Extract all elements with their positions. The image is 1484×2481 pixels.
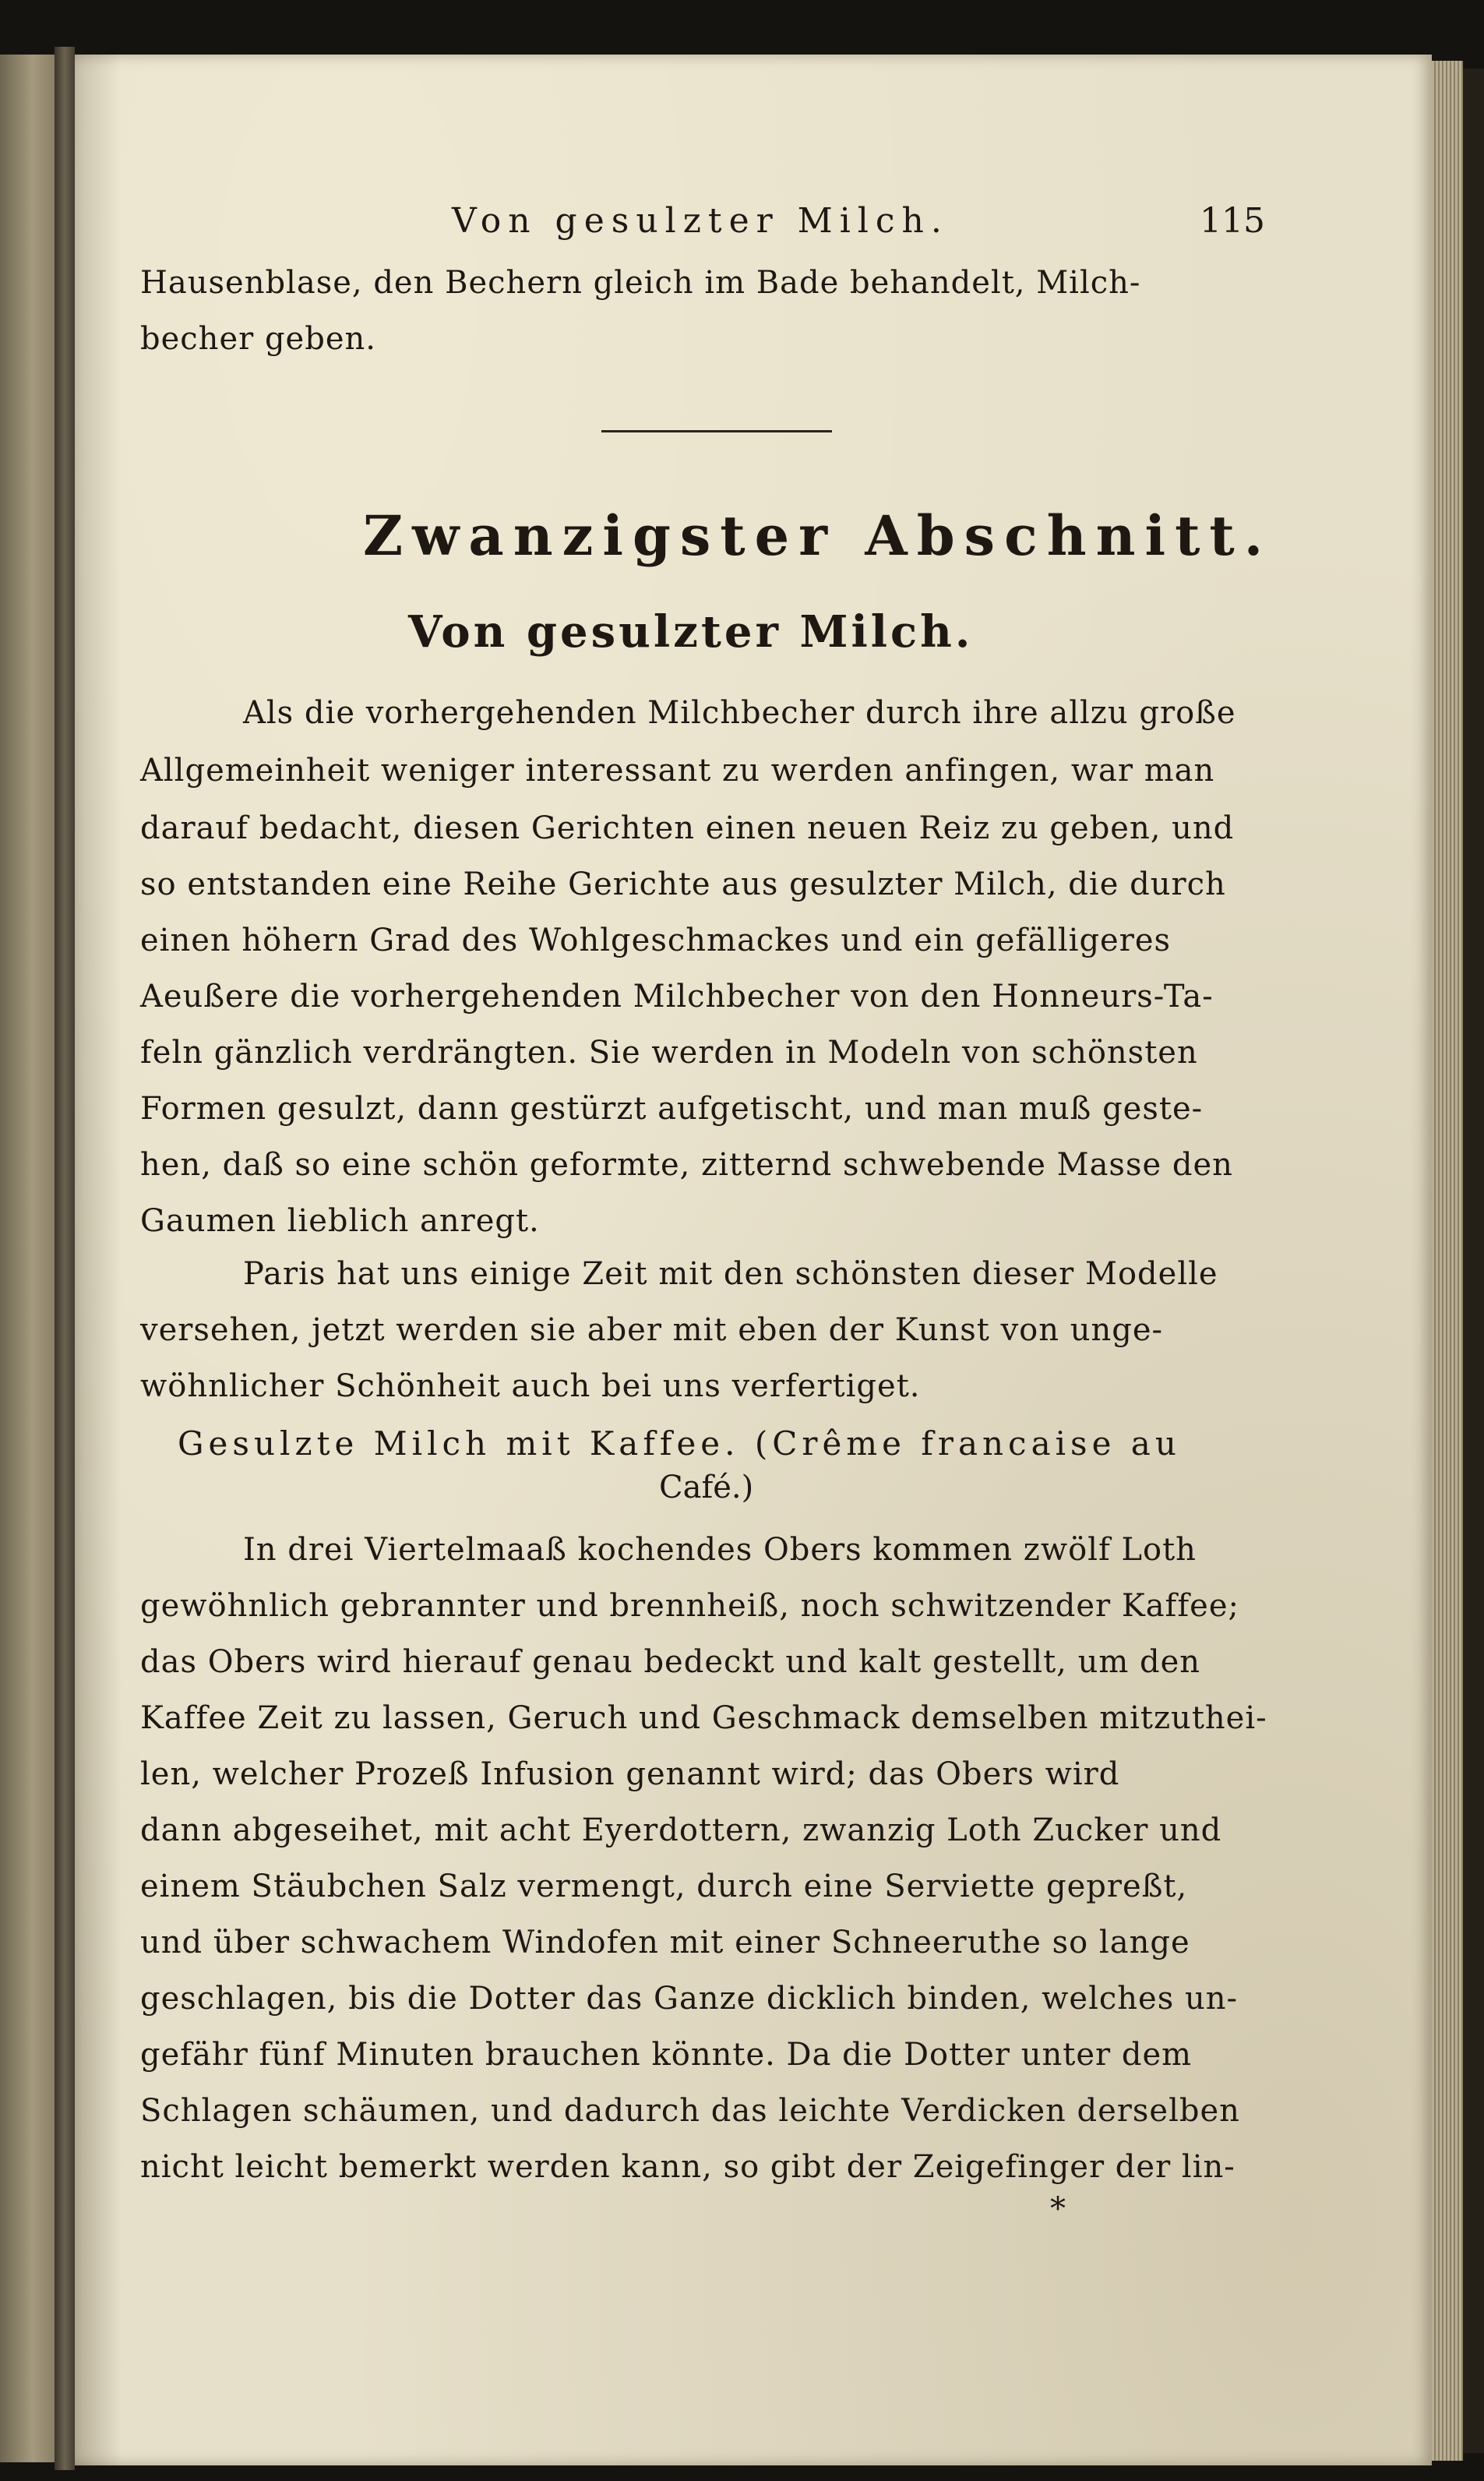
chapter-heading: Zwanzigster Abschnitt.	[363, 503, 1273, 568]
paragraph-line: Paris hat uns einige Zeit mit den schönsten dieser Modelle	[243, 1256, 1218, 1292]
paragraph-line: einem Stäubchen Salz vermengt, durch eine Serviette gepreßt,	[140, 1869, 1188, 1904]
signature-mark: *	[1050, 2191, 1066, 2227]
recipe-title-continuation: Café.)	[659, 1470, 754, 1505]
chapter-subtitle: Von gesulzter Milch.	[408, 606, 974, 658]
section-divider	[601, 430, 832, 432]
paragraph-line: versehen, jetzt werden sie aber mit eben der Kunst von unge-	[140, 1312, 1164, 1348]
paragraph-line: In drei Viertelmaaß kochendes Obers kommen zwölf Loth	[243, 1532, 1197, 1568]
paragraph-line: Aeußere die vorhergehenden Milchbecher von den Honneurs-Ta-	[140, 979, 1214, 1015]
book-gutter	[55, 47, 75, 2470]
paragraph-line: gefähr fünf Minuten brauchen könnte. Da die Dotter unter dem	[140, 2037, 1193, 2073]
paragraph-line: gewöhnlich gebrannter und brennheiß, noch schwitzender Kaffee;	[140, 1588, 1239, 1624]
running-title: Von gesulzter Milch.	[452, 201, 949, 241]
paragraph-line: len, welcher Prozeß Infusion genannt wird; das Obers wird	[140, 1756, 1120, 1792]
recipe-title: Gesulzte Milch mit Kaffee. (Crême francaise au	[178, 1424, 1181, 1463]
intro-line: Hausenblase, den Bechern gleich im Bade behandelt, Milch-	[140, 265, 1141, 301]
paragraph-line: Kaffee Zeit zu lassen, Geruch und Geschmack demselben mitzuthei-	[140, 1700, 1267, 1736]
paragraph-line: feln gänzlich verdrängten. Sie werden in Modeln von schönsten	[140, 1035, 1198, 1071]
cover-edge	[1463, 69, 1484, 2453]
page-stack-edges	[1432, 61, 1463, 2461]
paragraph-line: dann abgeseihet, mit acht Eyerdottern, zwanzig Loth Zucker und	[140, 1812, 1222, 1848]
intro-line: becher geben.	[140, 321, 376, 357]
paragraph-line: Allgemeinheit weniger interessant zu werden anfingen, war man	[140, 753, 1215, 789]
paragraph-line: Schlagen schäumen, und dadurch das leichte Verdicken derselben	[140, 2093, 1240, 2129]
page-number: 115	[1200, 201, 1265, 241]
paragraph-line: einen höhern Grad des Wohlgeschmackes und ein gefälligeres	[140, 923, 1172, 958]
paragraph-line: wöhnlicher Schönheit auch bei uns verfertiget.	[140, 1368, 921, 1404]
paragraph-line: geschlagen, bis die Dotter das Ganze dicklich binden, welches un-	[140, 1981, 1238, 2017]
paragraph-line: hen, daß so eine schön geformte, zitternd schwebende Masse den	[140, 1147, 1233, 1183]
paragraph-line: nicht leicht bemerkt werden kann, so gibt der Zeigefinger der lin-	[140, 2149, 1235, 2185]
paragraph-line: Gaumen lieblich anregt.	[140, 1203, 540, 1239]
paragraph-line: und über schwachem Windofen mit einer Schneeruthe so lange	[140, 1925, 1190, 1960]
paragraph-line: das Obers wird hierauf genau bedeckt und kalt gestellt, um den	[140, 1644, 1201, 1680]
paragraph-line: darauf bedacht, diesen Gerichten einen neuen Reiz zu geben, und	[140, 810, 1235, 846]
paragraph-line: Als die vorhergehenden Milchbecher durch ihre allzu große	[243, 695, 1236, 731]
paragraph-line: so entstanden eine Reihe Gerichte aus gesulzter Milch, die durch	[140, 866, 1226, 902]
previous-page-edge	[0, 55, 55, 2462]
paragraph-line: Formen gesulzt, dann gestürzt aufgetischt, und man muß geste-	[140, 1091, 1204, 1127]
